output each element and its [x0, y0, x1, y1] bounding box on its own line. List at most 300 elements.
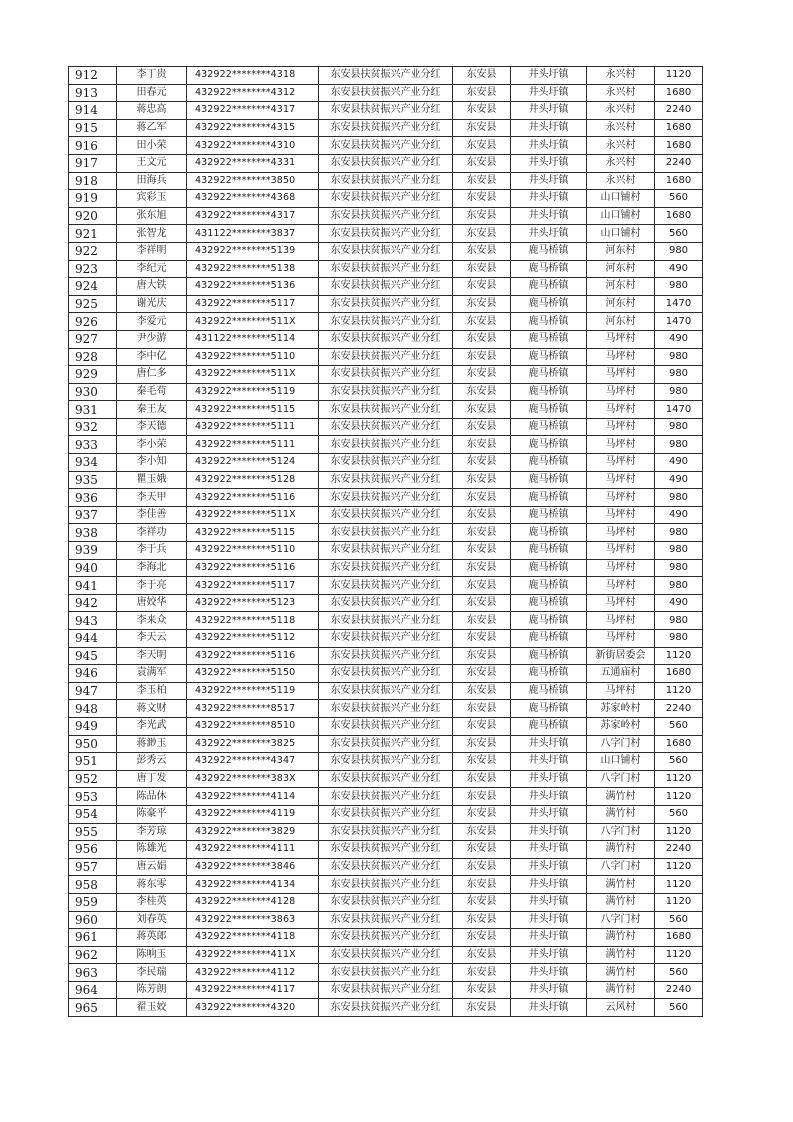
amount-cell: 980	[655, 418, 703, 436]
table-row	[69, 858, 703, 876]
id-number-cell: 432922********4368	[187, 190, 319, 208]
row-number-cell: 957	[69, 858, 117, 876]
village-cell: 八字门村	[587, 858, 655, 876]
county-cell: 东安县	[453, 717, 511, 735]
payment-item-cell: 东安县扶贫振兴产业分红	[319, 190, 453, 208]
amount-cell: 490	[655, 594, 703, 612]
amount-cell: 2240	[655, 981, 703, 999]
amount-cell: 490	[655, 471, 703, 489]
amount-cell: 1680	[655, 735, 703, 753]
row-number-cell: 941	[69, 577, 117, 595]
recipient-name-cell: 李芳琼	[117, 823, 187, 841]
amount-cell: 980	[655, 542, 703, 560]
amount-cell: 2240	[655, 841, 703, 859]
amount-cell: 980	[655, 612, 703, 630]
village-cell: 山口铺村	[587, 207, 655, 225]
table-row	[69, 630, 703, 648]
table-row	[69, 401, 703, 419]
recipient-name-cell: 李天德	[117, 418, 187, 436]
county-cell: 东安县	[453, 735, 511, 753]
row-number-cell: 960	[69, 911, 117, 929]
town-cell: 井头圩镇	[511, 102, 587, 120]
town-cell: 鹿马桥镇	[511, 313, 587, 331]
table-row	[69, 489, 703, 507]
row-number-cell: 922	[69, 242, 117, 260]
amount-cell: 1680	[655, 84, 703, 102]
recipient-name-cell: 唐大铁	[117, 278, 187, 296]
village-cell: 永兴村	[587, 154, 655, 172]
village-cell: 马坪村	[587, 542, 655, 560]
payment-item-cell: 东安县扶贫振兴产业分红	[319, 119, 453, 137]
row-number-cell: 965	[69, 999, 117, 1017]
table-row	[69, 67, 703, 85]
town-cell: 鹿马桥镇	[511, 524, 587, 542]
row-number-cell: 963	[69, 964, 117, 982]
town-cell: 井头圩镇	[511, 893, 587, 911]
amount-cell: 980	[655, 630, 703, 648]
id-number-cell: 432922********5123	[187, 594, 319, 612]
amount-cell: 980	[655, 366, 703, 384]
town-cell: 鹿马桥镇	[511, 506, 587, 524]
county-cell: 东安县	[453, 594, 511, 612]
town-cell: 井头圩镇	[511, 735, 587, 753]
id-number-cell: 432922********511X	[187, 506, 319, 524]
row-number-cell: 924	[69, 278, 117, 296]
town-cell: 井头圩镇	[511, 946, 587, 964]
payment-item-cell: 东安县扶贫振兴产业分红	[319, 805, 453, 823]
town-cell: 井头圩镇	[511, 876, 587, 894]
id-number-cell: 431122********3837	[187, 225, 319, 243]
payment-item-cell: 东安县扶贫振兴产业分红	[319, 401, 453, 419]
county-cell: 东安县	[453, 911, 511, 929]
county-cell: 东安县	[453, 524, 511, 542]
row-number-cell: 954	[69, 805, 117, 823]
id-number-cell: 432922********4134	[187, 876, 319, 894]
id-number-cell: 432922********5136	[187, 278, 319, 296]
village-cell: 马坪村	[587, 348, 655, 366]
town-cell: 鹿马桥镇	[511, 348, 587, 366]
row-number-cell: 951	[69, 753, 117, 771]
recipient-name-cell: 瞿玉娥	[117, 471, 187, 489]
payment-item-cell: 东安县扶贫振兴产业分红	[319, 524, 453, 542]
county-cell: 东安县	[453, 172, 511, 190]
row-number-cell: 945	[69, 647, 117, 665]
village-cell: 山口铺村	[587, 190, 655, 208]
id-number-cell: 432922********5112	[187, 630, 319, 648]
payment-item-cell: 东安县扶贫振兴产业分红	[319, 542, 453, 560]
table-row	[69, 260, 703, 278]
id-number-cell: 432922********5111	[187, 436, 319, 454]
table-row	[69, 454, 703, 472]
table-row	[69, 313, 703, 331]
recipient-name-cell: 秦王友	[117, 401, 187, 419]
table-row	[69, 700, 703, 718]
table-row	[69, 911, 703, 929]
village-cell: 永兴村	[587, 172, 655, 190]
id-number-cell: 432922********5116	[187, 559, 319, 577]
amount-cell: 980	[655, 489, 703, 507]
row-number-cell: 936	[69, 489, 117, 507]
payment-item-cell: 东安县扶贫振兴产业分红	[319, 735, 453, 753]
village-cell: 五通庙村	[587, 665, 655, 683]
county-cell: 东安县	[453, 665, 511, 683]
village-cell: 河东村	[587, 242, 655, 260]
id-number-cell: 432922********5116	[187, 489, 319, 507]
payment-item-cell: 东安县扶贫振兴产业分红	[319, 348, 453, 366]
village-cell: 八字门村	[587, 770, 655, 788]
village-cell: 河东村	[587, 278, 655, 296]
table-row	[69, 946, 703, 964]
amount-cell: 560	[655, 911, 703, 929]
village-cell: 马坪村	[587, 577, 655, 595]
county-cell: 东安县	[453, 946, 511, 964]
recipient-name-cell: 李祥明	[117, 242, 187, 260]
recipient-name-cell: 蒋渺玉	[117, 735, 187, 753]
village-cell: 马坪村	[587, 471, 655, 489]
town-cell: 鹿马桥镇	[511, 682, 587, 700]
table-row	[69, 577, 703, 595]
amount-cell: 980	[655, 383, 703, 401]
table-row	[69, 735, 703, 753]
recipient-name-cell: 李于兵	[117, 542, 187, 560]
payment-item-cell: 东安县扶贫振兴产业分红	[319, 313, 453, 331]
town-cell: 井头圩镇	[511, 964, 587, 982]
table-row	[69, 295, 703, 313]
recipient-name-cell: 李爱元	[117, 313, 187, 331]
recipient-name-cell: 张智龙	[117, 225, 187, 243]
table-row	[69, 770, 703, 788]
county-cell: 东安县	[453, 559, 511, 577]
id-number-cell: 432922********3863	[187, 911, 319, 929]
town-cell: 鹿马桥镇	[511, 278, 587, 296]
recipient-name-cell: 唐仁多	[117, 366, 187, 384]
village-cell: 马坪村	[587, 383, 655, 401]
village-cell: 新街居委会	[587, 647, 655, 665]
table-row	[69, 330, 703, 348]
county-cell: 东安县	[453, 366, 511, 384]
payment-item-cell: 东安县扶贫振兴产业分红	[319, 67, 453, 85]
recipient-name-cell: 田小荣	[117, 137, 187, 155]
table-row	[69, 506, 703, 524]
county-cell: 东安县	[453, 242, 511, 260]
amount-cell: 490	[655, 506, 703, 524]
town-cell: 鹿马桥镇	[511, 436, 587, 454]
amount-cell: 1680	[655, 665, 703, 683]
row-number-cell: 958	[69, 876, 117, 894]
id-number-cell: 432922********5139	[187, 242, 319, 260]
id-number-cell: 432922********3829	[187, 823, 319, 841]
payment-item-cell: 东安县扶贫振兴产业分红	[319, 823, 453, 841]
row-number-cell: 928	[69, 348, 117, 366]
id-number-cell: 432922********5110	[187, 542, 319, 560]
village-cell: 河东村	[587, 295, 655, 313]
table-row	[69, 418, 703, 436]
row-number-cell: 935	[69, 471, 117, 489]
amount-cell: 560	[655, 964, 703, 982]
recipient-name-cell: 李桂英	[117, 893, 187, 911]
town-cell: 井头圩镇	[511, 753, 587, 771]
county-cell: 东安县	[453, 260, 511, 278]
county-cell: 东安县	[453, 753, 511, 771]
id-number-cell: 432922********511X	[187, 313, 319, 331]
table-row	[69, 929, 703, 947]
table-row	[69, 242, 703, 260]
recipient-name-cell: 田海兵	[117, 172, 187, 190]
id-number-cell: 432922********4315	[187, 119, 319, 137]
id-number-cell: 432922********5119	[187, 682, 319, 700]
county-cell: 东安县	[453, 313, 511, 331]
id-number-cell: 432922********4111	[187, 841, 319, 859]
row-number-cell: 913	[69, 84, 117, 102]
payment-item-cell: 东安县扶贫振兴产业分红	[319, 788, 453, 806]
recipient-name-cell: 李玉柏	[117, 682, 187, 700]
payment-item-cell: 东安县扶贫振兴产业分红	[319, 577, 453, 595]
amount-cell: 1680	[655, 119, 703, 137]
id-number-cell: 432922********5150	[187, 665, 319, 683]
village-cell: 满竹村	[587, 805, 655, 823]
town-cell: 井头圩镇	[511, 67, 587, 85]
recipient-name-cell: 翟玉姣	[117, 999, 187, 1017]
payment-item-cell: 东安县扶贫振兴产业分红	[319, 981, 453, 999]
id-number-cell: 432922********5116	[187, 647, 319, 665]
recipient-name-cell: 蒋忠高	[117, 102, 187, 120]
recipient-name-cell: 李佳善	[117, 506, 187, 524]
recipient-name-cell: 蒋东零	[117, 876, 187, 894]
recipient-name-cell: 李海北	[117, 559, 187, 577]
town-cell: 鹿马桥镇	[511, 577, 587, 595]
roster-sheet	[68, 66, 702, 1017]
amount-cell: 1680	[655, 137, 703, 155]
row-number-cell: 952	[69, 770, 117, 788]
payment-item-cell: 东安县扶贫振兴产业分红	[319, 506, 453, 524]
table-row	[69, 383, 703, 401]
county-cell: 东安县	[453, 770, 511, 788]
county-cell: 东安县	[453, 137, 511, 155]
id-number-cell: 432922********511X	[187, 366, 319, 384]
payment-item-cell: 东安县扶贫振兴产业分红	[319, 137, 453, 155]
table-row	[69, 964, 703, 982]
payment-item-cell: 东安县扶贫振兴产业分红	[319, 84, 453, 102]
amount-cell: 980	[655, 278, 703, 296]
town-cell: 井头圩镇	[511, 172, 587, 190]
amount-cell: 490	[655, 330, 703, 348]
amount-cell: 560	[655, 717, 703, 735]
town-cell: 鹿马桥镇	[511, 418, 587, 436]
amount-cell: 1120	[655, 788, 703, 806]
amount-cell: 1120	[655, 893, 703, 911]
recipient-name-cell: 陈响玉	[117, 946, 187, 964]
county-cell: 东安县	[453, 348, 511, 366]
payment-item-cell: 东安县扶贫振兴产业分红	[319, 630, 453, 648]
village-cell: 满竹村	[587, 876, 655, 894]
amount-cell: 2240	[655, 154, 703, 172]
amount-cell: 980	[655, 242, 703, 260]
village-cell: 永兴村	[587, 67, 655, 85]
id-number-cell: 432922********4317	[187, 102, 319, 120]
row-number-cell: 937	[69, 506, 117, 524]
id-number-cell: 432922********4317	[187, 207, 319, 225]
village-cell: 八字门村	[587, 911, 655, 929]
recipient-name-cell: 李中亿	[117, 348, 187, 366]
recipient-name-cell: 蒋文财	[117, 700, 187, 718]
county-cell: 东安县	[453, 102, 511, 120]
payment-item-cell: 东安县扶贫振兴产业分红	[319, 665, 453, 683]
county-cell: 东安县	[453, 418, 511, 436]
county-cell: 东安县	[453, 700, 511, 718]
row-number-cell: 932	[69, 418, 117, 436]
table-row	[69, 207, 703, 225]
amount-cell: 1120	[655, 876, 703, 894]
amount-cell: 980	[655, 436, 703, 454]
amount-cell: 1120	[655, 823, 703, 841]
id-number-cell: 432922********5111	[187, 418, 319, 436]
recipient-name-cell: 陈品休	[117, 788, 187, 806]
amount-cell: 1680	[655, 207, 703, 225]
payment-item-cell: 东安县扶贫振兴产业分红	[319, 471, 453, 489]
row-number-cell: 950	[69, 735, 117, 753]
county-cell: 东安县	[453, 454, 511, 472]
id-number-cell: 432922********8517	[187, 700, 319, 718]
row-number-cell: 925	[69, 295, 117, 313]
county-cell: 东安县	[453, 858, 511, 876]
recipient-name-cell: 宾彩玉	[117, 190, 187, 208]
recipient-name-cell: 蒋英郎	[117, 929, 187, 947]
recipient-name-cell: 王文元	[117, 154, 187, 172]
row-number-cell: 934	[69, 454, 117, 472]
row-number-cell: 933	[69, 436, 117, 454]
town-cell: 鹿马桥镇	[511, 542, 587, 560]
row-number-cell: 961	[69, 929, 117, 947]
town-cell: 井头圩镇	[511, 805, 587, 823]
county-cell: 东安县	[453, 225, 511, 243]
recipient-name-cell: 唐丁发	[117, 770, 187, 788]
village-cell: 山口铺村	[587, 753, 655, 771]
payment-item-cell: 东安县扶贫振兴产业分红	[319, 489, 453, 507]
payment-item-cell: 东安县扶贫振兴产业分红	[319, 172, 453, 190]
payment-item-cell: 东安县扶贫振兴产业分红	[319, 594, 453, 612]
recipient-name-cell: 唐云娟	[117, 858, 187, 876]
village-cell: 马坪村	[587, 489, 655, 507]
amount-cell: 980	[655, 559, 703, 577]
id-number-cell: 432922********5118	[187, 612, 319, 630]
amount-cell: 1470	[655, 401, 703, 419]
table-row	[69, 119, 703, 137]
id-number-cell: 432922********4312	[187, 84, 319, 102]
id-number-cell: 432922********5128	[187, 471, 319, 489]
town-cell: 鹿马桥镇	[511, 401, 587, 419]
row-number-cell: 920	[69, 207, 117, 225]
amount-cell: 1120	[655, 682, 703, 700]
id-number-cell: 432922********4318	[187, 67, 319, 85]
recipient-name-cell: 唐姣华	[117, 594, 187, 612]
payment-item-cell: 东安县扶贫振兴产业分红	[319, 911, 453, 929]
payment-item-cell: 东安县扶贫振兴产业分红	[319, 260, 453, 278]
row-number-cell: 947	[69, 682, 117, 700]
town-cell: 井头圩镇	[511, 999, 587, 1017]
county-cell: 东安县	[453, 876, 511, 894]
village-cell: 永兴村	[587, 137, 655, 155]
row-number-cell: 915	[69, 119, 117, 137]
row-number-cell: 953	[69, 788, 117, 806]
recipient-name-cell: 李小知	[117, 454, 187, 472]
county-cell: 东安县	[453, 67, 511, 85]
village-cell: 满竹村	[587, 964, 655, 982]
id-number-cell: 432922********4114	[187, 788, 319, 806]
recipient-name-cell: 李小荣	[117, 436, 187, 454]
recipient-name-cell: 尹少游	[117, 330, 187, 348]
recipient-name-cell: 李天甲	[117, 489, 187, 507]
amount-cell: 1470	[655, 295, 703, 313]
village-cell: 马坪村	[587, 436, 655, 454]
table-row	[69, 278, 703, 296]
row-number-cell: 942	[69, 594, 117, 612]
county-cell: 东安县	[453, 823, 511, 841]
row-number-cell: 956	[69, 841, 117, 859]
payment-item-cell: 东安县扶贫振兴产业分红	[319, 858, 453, 876]
payment-item-cell: 东安县扶贫振兴产业分红	[319, 893, 453, 911]
id-number-cell: 432922********5124	[187, 454, 319, 472]
table-row	[69, 225, 703, 243]
table-row	[69, 981, 703, 999]
payment-item-cell: 东安县扶贫振兴产业分红	[319, 225, 453, 243]
town-cell: 鹿马桥镇	[511, 366, 587, 384]
row-number-cell: 918	[69, 172, 117, 190]
row-number-cell: 912	[69, 67, 117, 85]
village-cell: 永兴村	[587, 84, 655, 102]
recipient-name-cell: 张东旭	[117, 207, 187, 225]
town-cell: 井头圩镇	[511, 119, 587, 137]
county-cell: 东安县	[453, 805, 511, 823]
row-number-cell: 959	[69, 893, 117, 911]
village-cell: 马坪村	[587, 418, 655, 436]
county-cell: 东安县	[453, 981, 511, 999]
recipient-name-cell: 陈芳朗	[117, 981, 187, 999]
town-cell: 鹿马桥镇	[511, 454, 587, 472]
village-cell: 马坪村	[587, 612, 655, 630]
recipient-name-cell: 彭秀云	[117, 753, 187, 771]
town-cell: 鹿马桥镇	[511, 559, 587, 577]
table-row	[69, 436, 703, 454]
payment-item-cell: 东安县扶贫振兴产业分红	[319, 436, 453, 454]
town-cell: 鹿马桥镇	[511, 383, 587, 401]
row-number-cell: 944	[69, 630, 117, 648]
county-cell: 东安县	[453, 682, 511, 700]
village-cell: 苏家岭村	[587, 717, 655, 735]
county-cell: 东安县	[453, 577, 511, 595]
amount-cell: 1680	[655, 929, 703, 947]
town-cell: 井头圩镇	[511, 154, 587, 172]
village-cell: 满竹村	[587, 893, 655, 911]
id-number-cell: 432922********5117	[187, 577, 319, 595]
table-row	[69, 559, 703, 577]
id-number-cell: 432922********4310	[187, 137, 319, 155]
table-row	[69, 682, 703, 700]
town-cell: 鹿马桥镇	[511, 717, 587, 735]
row-number-cell: 916	[69, 137, 117, 155]
town-cell: 鹿马桥镇	[511, 594, 587, 612]
table-row	[69, 788, 703, 806]
recipient-name-cell: 李纪元	[117, 260, 187, 278]
village-cell: 马坪村	[587, 454, 655, 472]
row-number-cell: 946	[69, 665, 117, 683]
recipient-name-cell: 李民瑞	[117, 964, 187, 982]
county-cell: 东安县	[453, 893, 511, 911]
roster-table	[68, 66, 703, 1017]
id-number-cell: 432922********4128	[187, 893, 319, 911]
village-cell: 永兴村	[587, 102, 655, 120]
town-cell: 鹿马桥镇	[511, 471, 587, 489]
payment-item-cell: 东安县扶贫振兴产业分红	[319, 207, 453, 225]
